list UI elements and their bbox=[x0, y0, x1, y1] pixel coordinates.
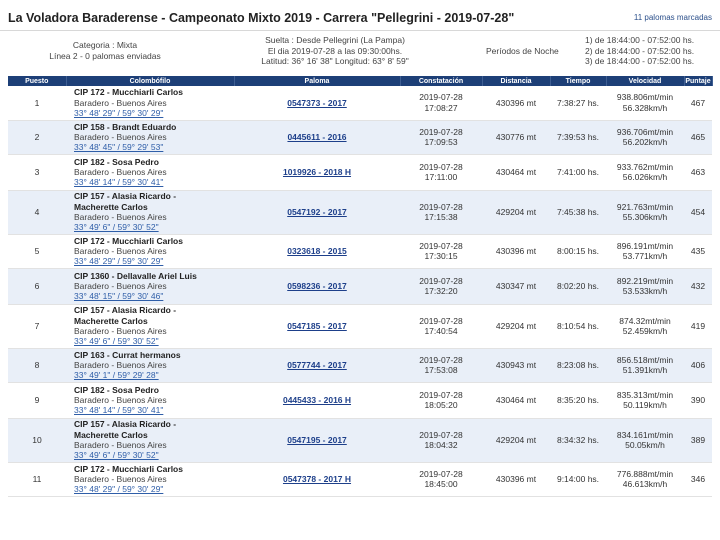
distance-cell: 430464 mt bbox=[482, 154, 550, 190]
score-cell: 390 bbox=[684, 382, 712, 418]
night-periods bbox=[585, 35, 694, 75]
ring-cell bbox=[234, 120, 400, 154]
ring-cell bbox=[234, 348, 400, 382]
speed-mpm: 933.762mt/min bbox=[616, 161, 674, 172]
fancier-coordinates-link[interactable]: 33° 48' 29" / 59° 30' 29" bbox=[74, 484, 164, 495]
position-cell: 2 bbox=[8, 120, 66, 154]
ring-link[interactable]: 0547373 - 2017 bbox=[287, 97, 347, 108]
fancier-coordinates-link[interactable]: 33° 49' 6" / 59° 30' 52" bbox=[74, 336, 159, 347]
arrival-cell bbox=[400, 348, 482, 382]
speed-mpm: 892.219mt/min bbox=[616, 275, 674, 286]
distance-cell: 430396 mt bbox=[482, 462, 550, 496]
score-cell: 419 bbox=[684, 304, 712, 348]
fancier-cell bbox=[66, 418, 234, 462]
distance-cell: 430776 mt bbox=[482, 120, 550, 154]
fancier-cell bbox=[66, 120, 234, 154]
table-row bbox=[8, 120, 712, 154]
fancier-coordinates-link[interactable]: 33° 48' 14" / 59° 30' 41" bbox=[74, 405, 164, 416]
score-cell: 432 bbox=[684, 268, 712, 304]
speed-kmh: 46.613km/h bbox=[622, 479, 668, 489]
fancier-location: Baradero - Buenos Aires bbox=[74, 394, 167, 405]
distance-cell: 430396 mt bbox=[482, 86, 550, 120]
score-cell: 454 bbox=[684, 190, 712, 234]
release-info bbox=[220, 35, 450, 75]
fancier-name: CIP 1360 - Dellavalle Ariel Luis bbox=[74, 270, 197, 281]
ring-link[interactable]: 0598236 - 2017 bbox=[287, 281, 347, 291]
speed-kmh: 56.202km/h bbox=[622, 137, 668, 147]
fancier-coordinates-link[interactable]: 33° 48' 29" / 59° 30' 29" bbox=[74, 107, 164, 118]
fancier-location: Baradero - Buenos Aires bbox=[74, 359, 167, 370]
col-header-puntaje: Puntaje bbox=[685, 77, 711, 85]
arrival-cell bbox=[400, 120, 482, 154]
arrival-date: 2019-07-28 bbox=[419, 468, 463, 479]
table-row bbox=[8, 348, 712, 382]
arrival-cell bbox=[400, 154, 482, 190]
position-cell: 1 bbox=[8, 86, 66, 120]
speed-mpm: 938.806mt/min bbox=[616, 92, 674, 103]
title-bar bbox=[0, 0, 720, 31]
speed-mpm: 936.706mt/min bbox=[616, 126, 674, 137]
arrival-cell bbox=[400, 382, 482, 418]
speed-cell bbox=[606, 234, 684, 268]
arrival-date: 2019-07-28 bbox=[419, 315, 463, 326]
table-header-row bbox=[8, 76, 712, 86]
arrival-time: 18:05:20 bbox=[424, 400, 458, 410]
table-row bbox=[8, 190, 712, 234]
fancier-coordinates-link[interactable]: 33° 48' 45" / 59° 29' 53" bbox=[74, 142, 164, 153]
fancier-cell bbox=[66, 348, 234, 382]
period-3: 3) de 18:44:00 - 07:52:00 hs. bbox=[585, 56, 695, 66]
fancier-name: Macherette Carlos bbox=[74, 315, 148, 326]
col-header-distancia: Distancia bbox=[482, 76, 550, 86]
fancier-name: CIP 158 - Brandt Eduardo bbox=[74, 121, 177, 132]
period-2: 2) de 18:44:00 - 07:52:00 hs. bbox=[585, 45, 695, 56]
elapsed-cell: 8:23:08 hs. bbox=[550, 348, 606, 382]
speed-mpm: 834.161mt/min bbox=[616, 429, 674, 440]
arrival-cell bbox=[400, 462, 482, 496]
arrival-time: 18:45:00 bbox=[424, 479, 458, 489]
arrival-time: 17:08:27 bbox=[424, 102, 458, 113]
speed-mpm: 874.32mt/min bbox=[619, 315, 671, 326]
elapsed-cell: 8:10:54 hs. bbox=[550, 304, 606, 348]
score-cell: 346 bbox=[684, 462, 712, 496]
score-cell: 435 bbox=[684, 234, 712, 268]
arrival-time: 17:40:54 bbox=[424, 326, 458, 336]
elapsed-cell: 7:38:27 hs. bbox=[550, 86, 606, 120]
speed-mpm: 856.518mt/min bbox=[616, 354, 674, 365]
speed-cell bbox=[606, 154, 684, 190]
arrival-cell bbox=[400, 304, 482, 348]
fancier-location: Baradero - Buenos Aires bbox=[74, 97, 167, 108]
page-title: La Voladora Baraderense - Campeonato Mixto 2019 - Carrera "Pellegrini - 2019-07-28" bbox=[8, 11, 515, 25]
position-cell: 5 bbox=[8, 234, 66, 268]
speed-kmh: 53.771km/h bbox=[622, 251, 668, 261]
speed-kmh: 55.306km/h bbox=[622, 212, 668, 222]
col-header-colombofilo: Colombófilo bbox=[66, 76, 234, 86]
elapsed-cell: 7:39:53 hs. bbox=[550, 120, 606, 154]
position-cell: 10 bbox=[8, 418, 66, 462]
distance-cell: 429204 mt bbox=[482, 418, 550, 462]
col-header-puesto: Puesto bbox=[8, 76, 66, 86]
fancier-cell bbox=[66, 304, 234, 348]
speed-kmh: 56.328km/h bbox=[622, 102, 668, 113]
fancier-name: CIP 163 - Currat hermanos bbox=[74, 349, 181, 360]
distance-cell: 429204 mt bbox=[482, 304, 550, 348]
elapsed-cell: 7:41:00 hs. bbox=[550, 154, 606, 190]
fancier-coordinates-link[interactable]: 33° 48' 15" / 59° 30' 46" bbox=[74, 291, 164, 302]
speed-cell bbox=[606, 418, 684, 462]
position-cell: 8 bbox=[8, 348, 66, 382]
nights-label: Períodos de Noche bbox=[486, 46, 559, 56]
speed-cell bbox=[606, 304, 684, 348]
table-row bbox=[8, 234, 712, 268]
table-row bbox=[8, 462, 712, 496]
distance-cell: 430347 mt bbox=[482, 268, 550, 304]
score-cell: 463 bbox=[684, 154, 712, 190]
speed-cell bbox=[606, 268, 684, 304]
speed-kmh: 50.05km/h bbox=[625, 440, 665, 450]
fancier-name: Macherette Carlos bbox=[74, 429, 148, 440]
arrival-date: 2019-07-28 bbox=[419, 92, 463, 103]
ring-cell bbox=[234, 154, 400, 190]
fancier-location: Baradero - Buenos Aires bbox=[74, 280, 167, 291]
arrival-date: 2019-07-28 bbox=[419, 161, 463, 172]
fancier-name: Macherette Carlos bbox=[74, 201, 148, 212]
fancier-name: CIP 157 - Alasia Ricardo - bbox=[74, 305, 177, 316]
arrival-time: 17:30:15 bbox=[424, 251, 458, 261]
distance-cell: 430396 mt bbox=[482, 234, 550, 268]
category-info bbox=[45, 40, 165, 80]
score-cell: 406 bbox=[684, 348, 712, 382]
fancier-cell bbox=[66, 154, 234, 190]
table-row bbox=[8, 304, 712, 348]
ring-cell bbox=[234, 462, 400, 496]
arrival-time: 17:53:08 bbox=[424, 365, 458, 375]
position-cell: 11 bbox=[8, 462, 66, 496]
speed-mpm: 776.888mt/min bbox=[616, 468, 674, 479]
table-row bbox=[8, 86, 712, 120]
speed-mpm: 921.763mt/min bbox=[616, 201, 674, 212]
ring-cell bbox=[234, 418, 400, 462]
fancier-name: CIP 182 - Sosa Pedro bbox=[74, 156, 159, 167]
arrival-date: 2019-07-28 bbox=[419, 201, 463, 212]
col-header-paloma: Paloma bbox=[234, 76, 400, 86]
score-cell: 389 bbox=[684, 418, 712, 462]
line-text: Línea 2 - 0 palomas enviadas bbox=[49, 50, 161, 61]
ring-link[interactable]: 0445611 - 2016 bbox=[287, 132, 347, 142]
ring-cell bbox=[234, 234, 400, 268]
elapsed-cell: 8:35:20 hs. bbox=[550, 382, 606, 418]
speed-kmh: 53.533km/h bbox=[622, 286, 668, 296]
speed-cell bbox=[606, 86, 684, 120]
arrival-date: 2019-07-28 bbox=[419, 429, 463, 440]
speed-cell bbox=[606, 190, 684, 234]
arrival-cell bbox=[400, 190, 482, 234]
score-cell: 467 bbox=[684, 86, 712, 120]
ring-cell bbox=[234, 86, 400, 120]
ring-link[interactable]: 0445433 - 2016 H bbox=[282, 395, 352, 405]
ring-cell bbox=[234, 268, 400, 304]
fancier-coordinates-link[interactable]: 33° 49' 1" / 59° 29' 28" bbox=[74, 370, 159, 381]
table-row bbox=[8, 382, 712, 418]
arrival-cell bbox=[400, 234, 482, 268]
arrival-time: 17:15:38 bbox=[424, 212, 458, 222]
arrival-time: 17:09:53 bbox=[424, 137, 458, 147]
table-row bbox=[8, 154, 712, 190]
ring-link[interactable]: 0577744 - 2017 bbox=[287, 360, 347, 370]
speed-cell bbox=[606, 348, 684, 382]
speed-kmh: 51.391km/h bbox=[622, 365, 668, 375]
ring-cell bbox=[234, 382, 400, 418]
elapsed-cell: 8:00:15 hs. bbox=[550, 234, 606, 268]
arrival-date: 2019-07-28 bbox=[419, 275, 463, 286]
fancier-name: CIP 182 - Sosa Pedro bbox=[74, 384, 159, 395]
table-row bbox=[8, 268, 712, 304]
fancier-cell bbox=[66, 268, 234, 304]
fancier-location: Baradero - Buenos Aires bbox=[74, 473, 167, 484]
release-text: Suelta : Desde Pellegrini (La Pampa) bbox=[265, 35, 405, 45]
fancier-cell bbox=[66, 86, 234, 120]
position-cell: 7 bbox=[8, 304, 66, 348]
fancier-location: Baradero - Buenos Aires bbox=[74, 212, 167, 222]
arrival-cell bbox=[400, 268, 482, 304]
ring-cell bbox=[234, 304, 400, 348]
elapsed-cell: 8:34:32 hs. bbox=[550, 418, 606, 462]
ring-link[interactable]: 0323618 - 2015 bbox=[287, 246, 347, 256]
table-row bbox=[8, 418, 712, 462]
speed-kmh: 52.459km/h bbox=[622, 326, 668, 336]
speed-cell bbox=[606, 120, 684, 154]
speed-mpm: 835.313mt/min bbox=[616, 389, 674, 400]
arrival-time: 17:11:00 bbox=[424, 172, 458, 182]
fancier-location: Baradero - Buenos Aires bbox=[74, 326, 167, 336]
fancier-location: Baradero - Buenos Aires bbox=[74, 131, 167, 142]
fancier-cell bbox=[66, 462, 234, 496]
category-text: Categoria : Mixta bbox=[72, 40, 138, 50]
speed-cell bbox=[606, 462, 684, 496]
results-table bbox=[8, 76, 713, 497]
fancier-name: CIP 157 - Alasia Ricardo - bbox=[74, 191, 177, 202]
fancier-name: CIP 172 - Mucchiarli Carlos bbox=[74, 87, 183, 98]
marked-count[interactable]: 11 palomas marcadas bbox=[633, 13, 712, 22]
speed-kmh: 56.026km/h bbox=[622, 172, 668, 182]
ring-link[interactable]: 1019926 - 2018 H bbox=[282, 167, 352, 177]
position-cell: 3 bbox=[8, 154, 66, 190]
score-cell: 465 bbox=[684, 120, 712, 154]
elapsed-cell: 9:14:00 hs. bbox=[550, 462, 606, 496]
fancier-coordinates-link[interactable]: 33° 48' 29" / 59° 30' 29" bbox=[74, 256, 164, 267]
period-1: 1) de 18:44:00 - 07:52:00 hs. bbox=[585, 35, 695, 45]
ring-link[interactable]: 0547195 - 2017 bbox=[287, 435, 347, 445]
arrival-cell bbox=[400, 418, 482, 462]
distance-cell: 430943 mt bbox=[482, 348, 550, 382]
fancier-cell bbox=[66, 382, 234, 418]
arrival-date: 2019-07-28 bbox=[419, 240, 463, 251]
distance-cell: 429204 mt bbox=[482, 190, 550, 234]
arrival-cell bbox=[400, 86, 482, 120]
release-time-text: El dia 2019-07-28 a las 09:30:00hs. bbox=[267, 45, 403, 56]
fancier-location: Baradero - Buenos Aires bbox=[74, 440, 167, 450]
arrival-time: 18:04:32 bbox=[424, 440, 458, 450]
fancier-name: CIP 157 - Alasia Ricardo - bbox=[74, 419, 177, 430]
arrival-date: 2019-07-28 bbox=[419, 354, 463, 365]
speed-mpm: 896.191mt/min bbox=[616, 240, 674, 251]
speed-cell bbox=[606, 382, 684, 418]
distance-cell: 430464 mt bbox=[482, 382, 550, 418]
release-coords-text: Latitud: 36° 16' 38" Longitud: 63° 8' 59" bbox=[261, 56, 409, 66]
ring-link[interactable]: 0547185 - 2017 bbox=[287, 321, 347, 331]
col-header-constatacion: Constatación bbox=[400, 76, 482, 86]
fancier-location: Baradero - Buenos Aires bbox=[74, 245, 167, 256]
elapsed-cell: 8:02:20 hs. bbox=[550, 268, 606, 304]
arrival-date: 2019-07-28 bbox=[419, 389, 463, 400]
position-cell: 9 bbox=[8, 382, 66, 418]
col-header-tiempo: Tiempo bbox=[550, 76, 606, 86]
ring-link[interactable]: 0547192 - 2017 bbox=[287, 207, 347, 217]
col-header-velocidad: Velocidad bbox=[606, 76, 684, 86]
fancier-name: CIP 172 - Mucchiarli Carlos bbox=[74, 235, 183, 246]
speed-kmh: 50.119km/h bbox=[623, 400, 667, 410]
arrival-date: 2019-07-28 bbox=[419, 126, 463, 137]
fancier-coordinates-link[interactable]: 33° 49' 6" / 59° 30' 52" bbox=[74, 222, 159, 233]
fancier-cell bbox=[66, 234, 234, 268]
fancier-location: Baradero - Buenos Aires bbox=[74, 166, 167, 177]
fancier-name: CIP 172 - Mucchiarli Carlos bbox=[74, 463, 183, 474]
fancier-coordinates-link[interactable]: 33° 48' 14" / 59° 30' 41" bbox=[74, 177, 164, 188]
fancier-coordinates-link[interactable]: 33° 49' 6" / 59° 30' 52" bbox=[74, 450, 159, 461]
ring-link[interactable]: 0547378 - 2017 H bbox=[282, 474, 352, 484]
elapsed-cell: 7:45:38 hs. bbox=[550, 190, 606, 234]
fancier-cell bbox=[66, 190, 234, 234]
arrival-time: 17:32:20 bbox=[424, 286, 458, 296]
ring-cell bbox=[234, 190, 400, 234]
position-cell: 6 bbox=[8, 268, 66, 304]
position-cell: 4 bbox=[8, 190, 66, 234]
